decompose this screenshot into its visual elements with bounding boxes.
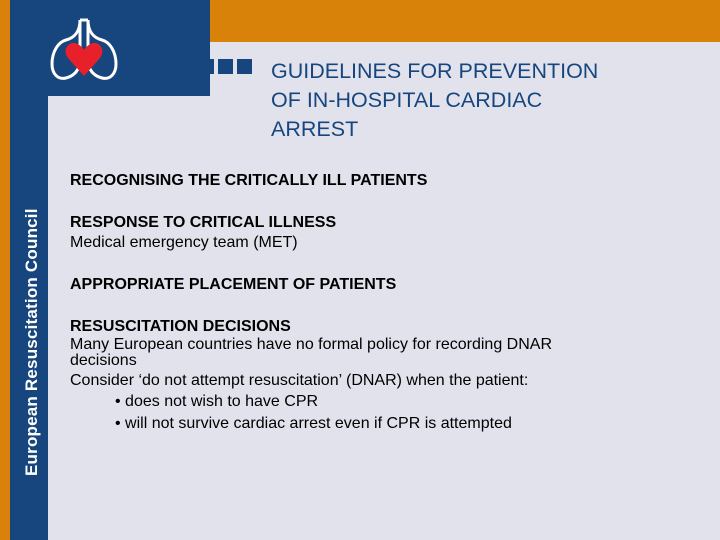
lungs-heart-logo-icon (44, 12, 124, 86)
organization-label: European Resuscitation Council (22, 208, 41, 476)
bullet-item: • will not survive cardiac arrest even if CPR is attempted (115, 415, 512, 432)
section-response (70, 213, 700, 253)
slide-title (271, 57, 691, 144)
title-line-3: ARREST (271, 117, 359, 141)
orange-side-strip (0, 0, 10, 540)
section-heading: APPROPRIATE PLACEMENT OF PATIENTS (70, 276, 397, 293)
bullet-item: • does not wish to have CPR (115, 393, 319, 410)
square-1 (199, 59, 214, 74)
section-text-line-1: Many European countries have no formal policy for recording DNAR (70, 336, 553, 353)
section-text-line-2: decisions (70, 352, 137, 369)
section-heading: RECOGNISING THE CRITICALLY ILL PATIENTS (70, 172, 428, 189)
section-resuscitation-decisions (70, 317, 700, 435)
title-bullet-squares (199, 59, 252, 74)
slide-content (70, 171, 700, 435)
consider-text: Consider ‘do not attempt resuscitation’ (DNAR) when the patient: (70, 372, 529, 389)
section-heading: RESUSCITATION DECISIONS (70, 318, 291, 335)
section-recognising (70, 171, 700, 191)
square-3 (237, 59, 252, 74)
title-line-1: GUIDELINES FOR PREVENTION (271, 59, 599, 83)
square-2 (218, 59, 233, 74)
section-heading: RESPONSE TO CRITICAL ILLNESS (70, 214, 337, 231)
section-text: Medical emergency team (MET) (70, 234, 298, 251)
section-placement (70, 275, 700, 295)
title-line-2: OF IN-HOSPITAL CARDIAC (271, 88, 543, 112)
